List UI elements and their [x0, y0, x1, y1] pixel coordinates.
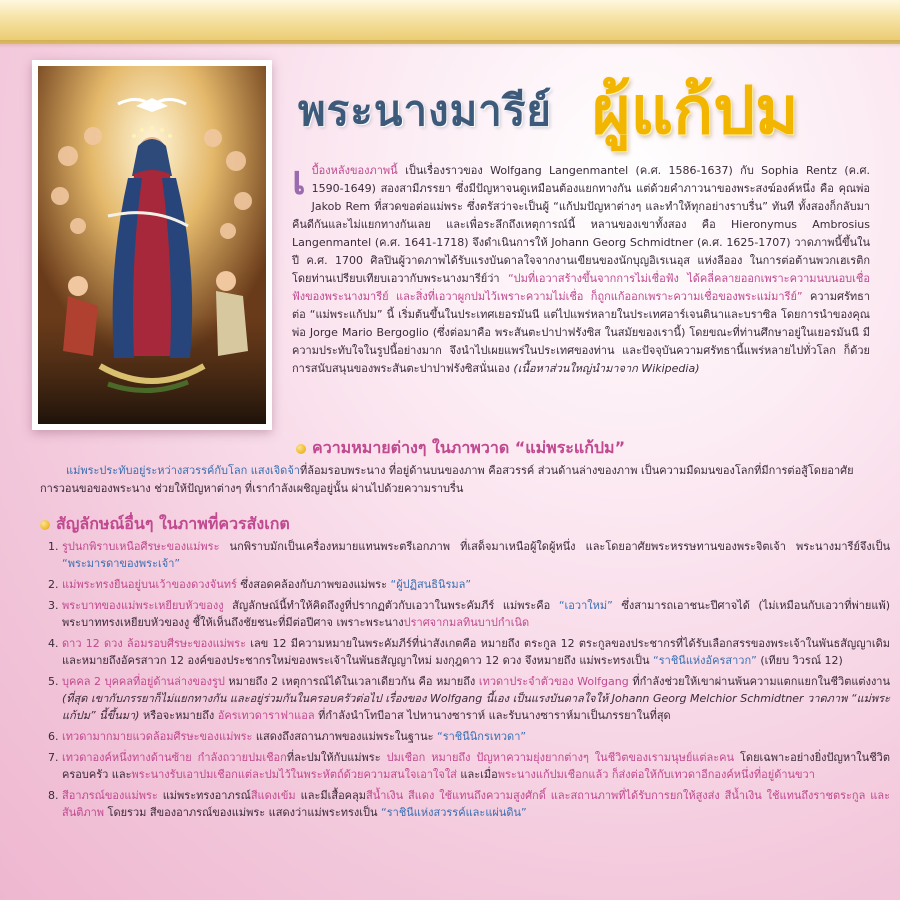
gold-bullet-icon — [40, 520, 50, 530]
meaning-lead: แม่พระประทับอยู่ระหว่างสวรรค์กับโลก แสงเจิดจ้า — [66, 464, 300, 477]
item-highlight: “ผู้ปฏิสนธินิรมล” — [390, 578, 472, 591]
item-text: ที่ละปมให้กับแม่พระ — [286, 751, 387, 764]
intro-text-2: ความศรัทธาต่อ “แม่พระแก้ปม” นี้ เริ่มต้นขึ้นในประเทศเยอรมันนี แต่ไปแพร่หลายในประเทศอาร์เจนตินาและบราซิล โดยการนำของคุณพ่อ Jorge Mario Bergoglio (ซึ่งต่อมาคือ พระสันตะปาปาฟรังซิส ในสมัยของเรานี้) โดยขณะที่ท่านศึกษาอยู่ในเยอรมันนี มีความประทับใจในรูปนี้อย่างมาก จึงนำไปเผยแพร่ในประเทศของท่าน และปัจจุบันความศรัทธานี้แพร่หลายไปทั่วโลก ก็ด้วยการสนับสนุนของพระสันตะปาปาฟรังซิสนั่นเอง — [292, 290, 870, 375]
item-title: พระบาทของแม่พระเหยียบหัวของงู — [62, 599, 224, 612]
list-item — [62, 787, 890, 821]
intro-paragraph — [292, 157, 870, 378]
meaning-paragraph — [40, 462, 868, 498]
list-item — [62, 576, 890, 593]
item-highlight: พระนางแก้ปมเชือกแล้ว ก็ส่งต่อให้กับเทวดาอีกองค์หนึ่งที่อยู่ด้านขวา — [497, 768, 815, 781]
item-text: นกพิราบมักเป็นเครื่องหมายแทนพระตรีเอกภาพ ที่เสด็จมาเหนือผู้ใดผู้หนึ่ง และโดยอาศัยพระหรรษทานของพระจิตเจ้า พระนางมารีย์จึงเป็น — [219, 540, 890, 553]
meaning-text: ที่ล้อมรอบพระนาง ที่อยู่ด้านบนของภาพ คือสวรรค์ ส่วนด้านล่างของภาพ เป็นความมืดมนของโลกที่มีการต่อสู้โดยอาศัยการวอนขอของพระนาง ช่วยให้ปัญหาต่างๆ ที่เรากำลังเผชิญอยู่นั้น ผ่านไปด้วยความราบรื่น — [40, 464, 854, 495]
irenaeus-quote: “ปมที่เอวาสร้างขึ้นจากการไม่เชื่อฟัง ได้คลี่คลายออกเพราะความนบนอบเชื่อฟังของพระนางมารีย์ และสิ่งที่เอวาผูกปมไว้เพราะความไม่เชื่อ ก็ถูกแก้ออกเพราะความเชื่อของพระแม่มารีย์” — [292, 272, 870, 303]
item-title: เทวดาองค์หนึ่งทางด้านซ้าย กำลังถวายปมเชือก — [62, 751, 287, 764]
source-note: (เนื้อหาส่วนใหญ่นำมาจาก Wikipedia) — [513, 362, 700, 375]
page-title-part2: ผู้แก้ปม — [592, 71, 799, 149]
item-highlight: ปราศจากมลทินบาปกำเนิด — [403, 616, 530, 629]
item-text: โดยเฉพาะอย่างยิ่งปัญหาในชีวิตครอบครัว และ — [62, 751, 890, 781]
page-title-part1: พระนางมารีย์ — [298, 86, 553, 135]
list-item — [62, 635, 890, 669]
item-text: ที่กำลังนำโทบีอาส ไปหานางซาราห์ และรับนางซาราห์มาเป็นภรรยาในที่สุด — [314, 709, 671, 722]
item-text: ซึ่งสามารถเอาชนะปีศาจได้ (ไม่เหมือนกับเอวาที่พ่ายแพ้) พระบาททรงเหยียบหัวของงู ชี้ให้เห็นถึงชัยชนะที่มีต่อปีศาจ เพราะพระนาง — [62, 599, 890, 629]
item-highlight: พระนางรับเอาปมเชือกแต่ละปมไว้ในพระหัตถ์ด้วยความสนใจเอาใจใส่ — [131, 768, 457, 781]
item-text: (เทียบ วิวรณ์ 12) — [756, 654, 843, 667]
item-highlight: อัครเทวดาราฟาแอล — [217, 709, 315, 722]
item-text: แสดงถึงสถานภาพของแม่พระในฐานะ — [252, 730, 437, 743]
item-text: โดยรวม สีของอาภรณ์ของแม่พระ แสดงว่าแม่พระทรงเป็น — [104, 806, 382, 819]
symbols-heading-text: สัญลักษณ์อื่นๆ ในภาพที่ควรสังเกต — [56, 514, 290, 533]
gold-bullet-icon — [296, 444, 306, 454]
mary-untier-of-knots-painting — [38, 66, 266, 424]
item-title: ดาว 12 ดวง ล้อมรอบศีรษะของแม่พระ — [62, 637, 246, 650]
item-title: รูปนกพิราบเหนือศีรษะของแม่พระ — [62, 540, 220, 553]
meaning-heading — [296, 436, 625, 461]
item-highlight: “ราชินีแห่งอัครสาวก” — [653, 654, 757, 667]
list-item — [62, 673, 890, 724]
list-item — [62, 749, 890, 783]
list-item — [62, 728, 890, 745]
item-text: และมีเสื้อคลุม — [295, 789, 367, 802]
item-title: แม่พระทรงยืนอยู่บนเว้าของดวงจันทร์ — [62, 578, 237, 591]
item-highlight: “พระมารดาของพระเจ้า” — [62, 557, 181, 570]
item-text: แม่พระทรงอาภรณ์ — [157, 789, 251, 802]
symbols-list — [40, 538, 890, 825]
item-title: บุคคล 2 บุคคลที่อยู่ด้านล่างของรูป — [62, 675, 225, 688]
item-title: สีอาภรณ์ของแม่พระ — [62, 789, 158, 802]
meaning-heading-text: ความหมายต่างๆ ในภาพวาด “แม่พระแก้ปม” — [312, 438, 626, 457]
item-highlight: “ราชินีนิกรเทวดา” — [437, 730, 527, 743]
item-highlight: สีแดงเข้ม — [250, 789, 296, 802]
list-item — [62, 538, 890, 572]
item-text: หรือจะหมายถึง — [139, 709, 218, 722]
item-highlight: สีน้ำเงิน สีแดง ใช้แทนถึงความสูงศักดิ์ และสถานภาพที่ได้รับการยกให้สูงส่ง สีน้ำเงิน ใช้แทนถึงราชตระกูล และสันติภาพ — [62, 789, 890, 819]
item-text: ที่กำลังช่วยให้เขาผ่านพ้นความแตกแยกในชีวิตแต่งงาน — [628, 675, 891, 688]
intro-text-1: เป็นเรื่องราวของ Wolfgang Langenmantel (ค.ศ. 1586-1637) กับ Sophia Rentz (ค.ศ. 1590-1649) สองสามีภรรยา ซึ่งมีปัญหาจนดูเหมือนต้องแยกทางกัน แต่ด้วยคำภาวนาของพระสงฆ์องค์หนึ่ง คือ คุณพ่อ Jakob Rem ที่สวดขอต่อแม่พระ ซึ่งตรัสว่าจะเป็นผู้ “แก้ปมปัญหาต่างๆ และทำให้ทุกอย่างราบรื่น” ทันที ทั้งสองก็กลับมาคืนดีกันและไม่แยกทางกันเลย และเพื่อระลึกถึงเหตุการณ์นี้ หลานของเขาทั้งสอง คือ Hieronymus Ambrosius Langenmantel (ค.ศ. 1641-1718) จึงดำเนินการให้ Johann Georg Schmidtner (ค.ศ. 1625-1707) วาดภาพนี้ขึ้นในปี ค.ศ. 1700 ศิลปินผู้วาดภาพได้รับแรงบันดาลใจจากงานเขียนของนักบุญอิเรเนอุส แห่งลีออง ในการต่อต้านพวกเฮเรติก โดยท่านเปรียบเทียบเอวากับพระนางมารีย์ว่า — [292, 164, 870, 285]
item-note: (ที่สุด เขากับภรรยาก็ไม่แยกทางกัน และอยู่ร่วมกันในครอบครัวต่อไป เรื่องของ Wolfgang นี้เอง เป็นแรงบันดาลใจให้ Johann Georg Melchior Schmidtner วาดภาพ “แม่พระแก้ปม” นี้ขึ้นมา) — [62, 692, 890, 722]
item-text: สัญลักษณ์นี้ทำให้คิดถึงงูที่ปรากฏตัวกับเอวาในพระคัมภีร์ แม่พระคือ — [223, 599, 559, 612]
item-text: และเมื่อ — [456, 768, 498, 781]
intro-lead: บื้องหลังของภาพนี้ — [311, 164, 398, 177]
item-text: ซึ่งสอดคล้องกับภาพของแม่พระ — [236, 578, 391, 591]
item-highlight: ปมเชือก หมายถึง ปัญหาความยุ่งยากต่างๆ ในชีวิตของเรามนุษย์แต่ละคน — [386, 751, 735, 764]
symbols-heading — [40, 512, 290, 537]
top-gold-band — [0, 0, 900, 44]
list-item — [62, 597, 890, 631]
item-highlight: “เอวาใหม่” — [558, 599, 613, 612]
item-highlight: เทวดาประจำตัวของ Wolfgang — [478, 675, 629, 688]
top-band-shadow — [0, 40, 900, 48]
item-title: เทวดามากมายแวดล้อมศีรษะของแม่พระ — [62, 730, 253, 743]
item-highlight: “ราชินีแห่งสวรรค์และแผ่นดิน” — [381, 806, 527, 819]
painting-frame — [32, 60, 272, 430]
item-text: หมายถึง 2 เหตุการณ์ได้ในเวลาเดียวกัน คือ หมายถึง — [224, 675, 479, 688]
item-text: เลข 12 มีความหมายในพระคัมภีร์ที่น่าสังเกตคือ หมายถึง ตระกูล 12 ตระกูลของประชากรที่ได้รับเลือกสรรของพระเจ้าในพันธสัญญาเดิม และหมายถึงอัครสาวก 12 องค์ของประชากรใหม่ของพระเจ้าในพันธสัญญาใหม่ มงกุฎดาว 12 ดวง จึงหมายถึง แม่พระทรงเป็น — [62, 637, 890, 667]
dropcap-letter: เ — [292, 157, 306, 204]
